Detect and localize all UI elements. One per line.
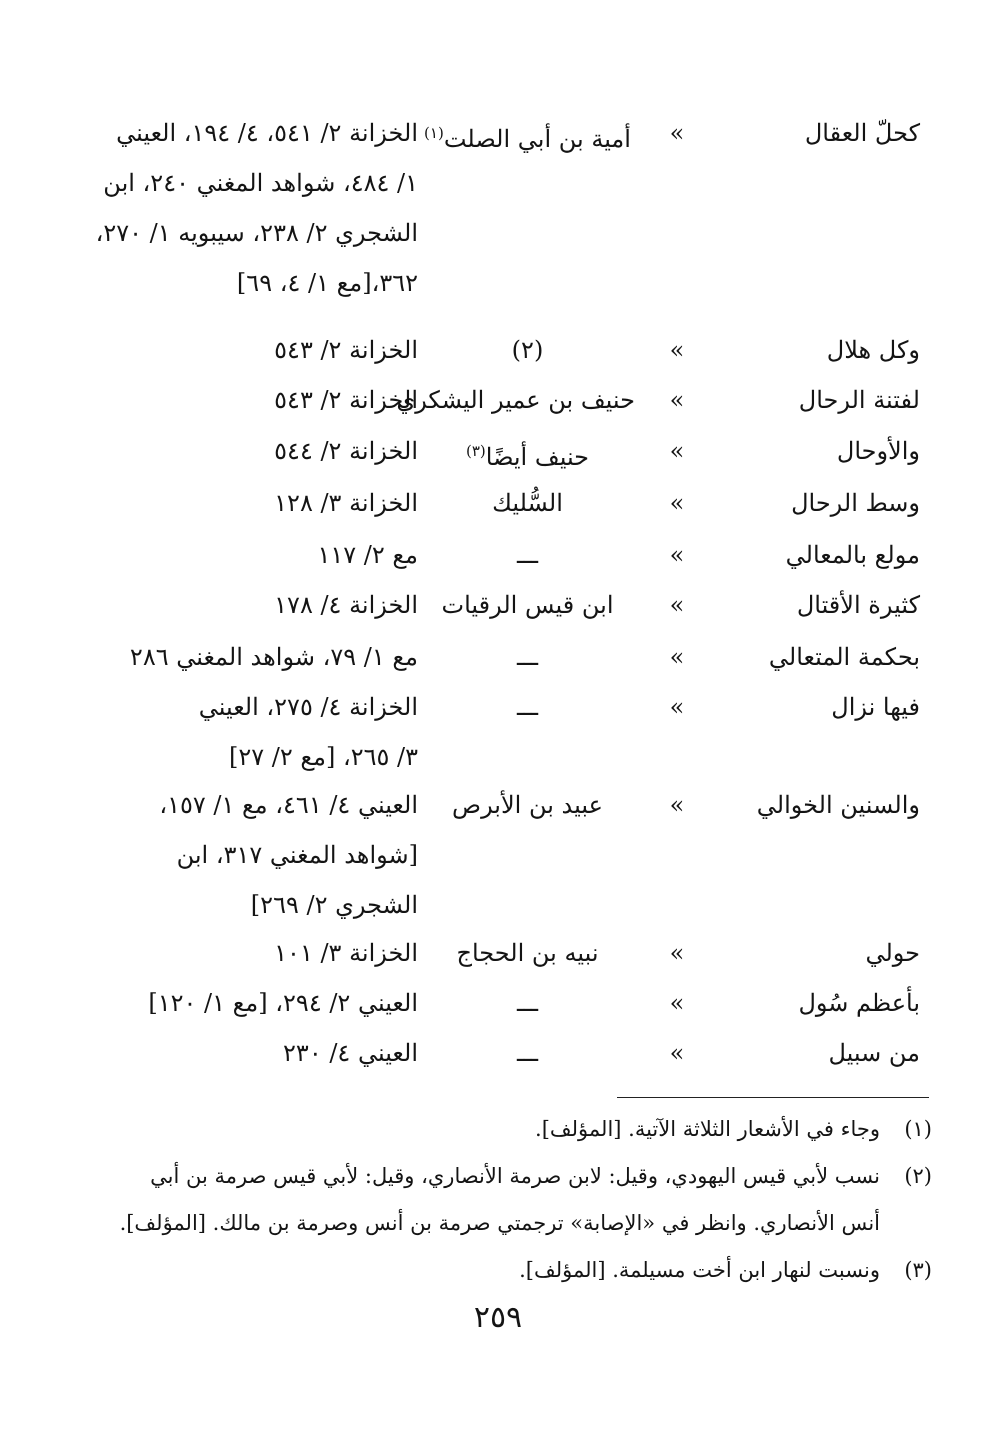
entry-poet [420, 928, 635, 978]
ditto-mark: « [669, 386, 685, 414]
footnote-number: (٣) [904, 1258, 932, 1282]
entry-references [86, 375, 418, 425]
entry-references [86, 426, 418, 476]
poet-name: السُّليك [492, 489, 563, 517]
reference-line: [شواهد المغني ٣١٧، ابن [176, 841, 418, 869]
ditto-mark: « [669, 791, 685, 819]
ditto-mark: « [669, 643, 685, 671]
footnote [78, 1247, 932, 1294]
entry-word: كثيرة الأقتال [796, 591, 920, 619]
entry-poet [420, 580, 635, 630]
entry-poet [420, 780, 635, 830]
footnote-ref: (٢) [511, 336, 544, 364]
reference-line: الخزانة ٢/ ٥٤٤ [274, 437, 418, 465]
ditto-mark: « [669, 437, 685, 465]
entry-poet [420, 478, 635, 528]
entry-references [86, 478, 418, 528]
footnote-number: (٢) [904, 1164, 932, 1188]
reference-line: الشجري ٢/ ٢٦٩] [250, 891, 418, 919]
footnote [78, 1106, 932, 1153]
entry-references [86, 928, 418, 978]
entry-references [86, 108, 418, 308]
entry-word: وكل هلال [826, 336, 920, 364]
ditto-mark: « [669, 119, 685, 147]
reference-line: ٣٦٢،[مع ١/ ٤، ٦٩] [236, 269, 418, 297]
entry-word: من سبيل [828, 1039, 920, 1067]
entry-poet [420, 682, 635, 732]
reference-line: الخزانة ٤/ ١٧٨ [274, 591, 418, 619]
entry-references [86, 1028, 418, 1078]
page-number: ٢٥٩ [473, 1300, 523, 1335]
entry-references [86, 530, 418, 580]
reference-line: الخزانة ٢/ ٥٤٣ [274, 386, 418, 414]
entry-poet [396, 375, 635, 426]
ditto-mark: « [669, 489, 685, 517]
poet-name: حنيف أيضًا [485, 443, 590, 471]
entry-poet [420, 325, 635, 375]
entry-references [86, 682, 418, 782]
entry-references [86, 632, 418, 682]
entry-word: لفتنة الرحال [798, 386, 920, 414]
reference-line: الشجري ٢/ ٢٣٨، سيبويه ١/ ٢٧٠، [95, 219, 418, 247]
ditto-mark: « [669, 591, 685, 619]
entry-references [86, 580, 418, 630]
entry-poet [420, 1028, 635, 1078]
poet-name: حنيف بن عمير اليشكري [396, 386, 635, 414]
footnote-separator [617, 1097, 929, 1098]
footnote [78, 1153, 932, 1247]
reference-line: ٣/ ٢٦٥، [مع ٢/ ٢٧] [228, 743, 418, 771]
entry-poet [420, 632, 635, 682]
reference-line: الخزانة ٣/ ١٢٨ [274, 489, 418, 517]
entry-poet [420, 108, 635, 164]
ditto-mark: « [669, 693, 685, 721]
entry-word: فيها نزال [831, 693, 920, 721]
footnote-text: نسب لأبي قيس اليهودي، وقيل: لابن صرمة الأنصاري، وقيل: لأبي قيس صرمة بن أبي [150, 1164, 880, 1188]
footnote-ref: (٣) [465, 442, 486, 460]
footnotes [78, 1106, 932, 1294]
ditto-mark: « [669, 336, 685, 364]
footnote-text: أنس الأنصاري. وانظر في «الإصابة» ترجمتي صرمة بن أنس وصرمة بن مالك. [المؤلف]. [119, 1211, 880, 1235]
poet-name: ـــ [516, 693, 539, 721]
entry-word: كحلّ العقال [804, 119, 920, 147]
entry-poet [420, 978, 635, 1028]
entry-poet [420, 530, 635, 580]
reference-line: مع ١/ ٧٩، شواهد المغني ٢٨٦ [129, 643, 418, 671]
entry-references [86, 978, 418, 1028]
reference-line: الخزانة ٢/ ٥٤١، ٤/ ١٩٤، العيني [116, 119, 418, 147]
entry-poet [420, 426, 635, 482]
entry-references [86, 780, 418, 930]
reference-line: الخزانة ٤/ ٢٧٥، العيني [198, 693, 418, 721]
entry-word: والأوحال [836, 437, 920, 465]
poet-name: ـــ [516, 989, 539, 1017]
entry-word: بأعظم سُول [798, 989, 920, 1017]
poet-name: ابن قيس الرقيات [441, 591, 614, 619]
entry-word: بحكمة المتعالي [768, 643, 920, 671]
poet-name: أمية بن أبي الصلت [443, 125, 631, 153]
footnote-ref: (١) [424, 124, 444, 142]
poet-name: نبيه بن الحجاج [456, 939, 599, 967]
entry-word: مولع بالمعالي [785, 541, 920, 569]
reference-line: الخزانة ٣/ ١٠١ [274, 939, 418, 967]
footnote-text: وجاء في الأشعار الثلاثة الآتية. [المؤلف]. [535, 1117, 880, 1141]
entry-references [86, 325, 418, 375]
ditto-mark: « [669, 541, 685, 569]
reference-line: ١/ ٤٨٤، شواهد المغني ٢٤٠، ابن [103, 169, 418, 197]
entry-word: والسنين الخوالي [756, 791, 920, 819]
reference-line: مع ٢/ ١١٧ [317, 541, 418, 569]
ditto-mark: « [669, 1039, 685, 1067]
entry-word: وسط الرحال [791, 489, 920, 517]
poet-name: عبيد بن الأبرص [452, 791, 603, 819]
ditto-mark: « [669, 989, 685, 1017]
poet-name: ـــ [516, 541, 539, 569]
ditto-mark: « [669, 939, 685, 967]
reference-line: العيني ٢/ ٢٩٤، [مع ١/ ١٢٠] [148, 989, 418, 1017]
footnote-number: (١) [904, 1117, 932, 1141]
reference-line: العيني ٤/ ٢٣٠ [283, 1039, 418, 1067]
reference-line: الخزانة ٢/ ٥٤٣ [274, 336, 418, 364]
footnote-text: ونسبت لنهار ابن أخت مسيلمة. [المؤلف]. [519, 1258, 880, 1282]
poet-name: ـــ [516, 643, 539, 671]
reference-line: العيني ٤/ ٤٦١، مع ١/ ١٥٧، [159, 791, 418, 819]
entry-word: حولي [865, 939, 920, 967]
poet-name: ـــ [516, 1039, 539, 1067]
